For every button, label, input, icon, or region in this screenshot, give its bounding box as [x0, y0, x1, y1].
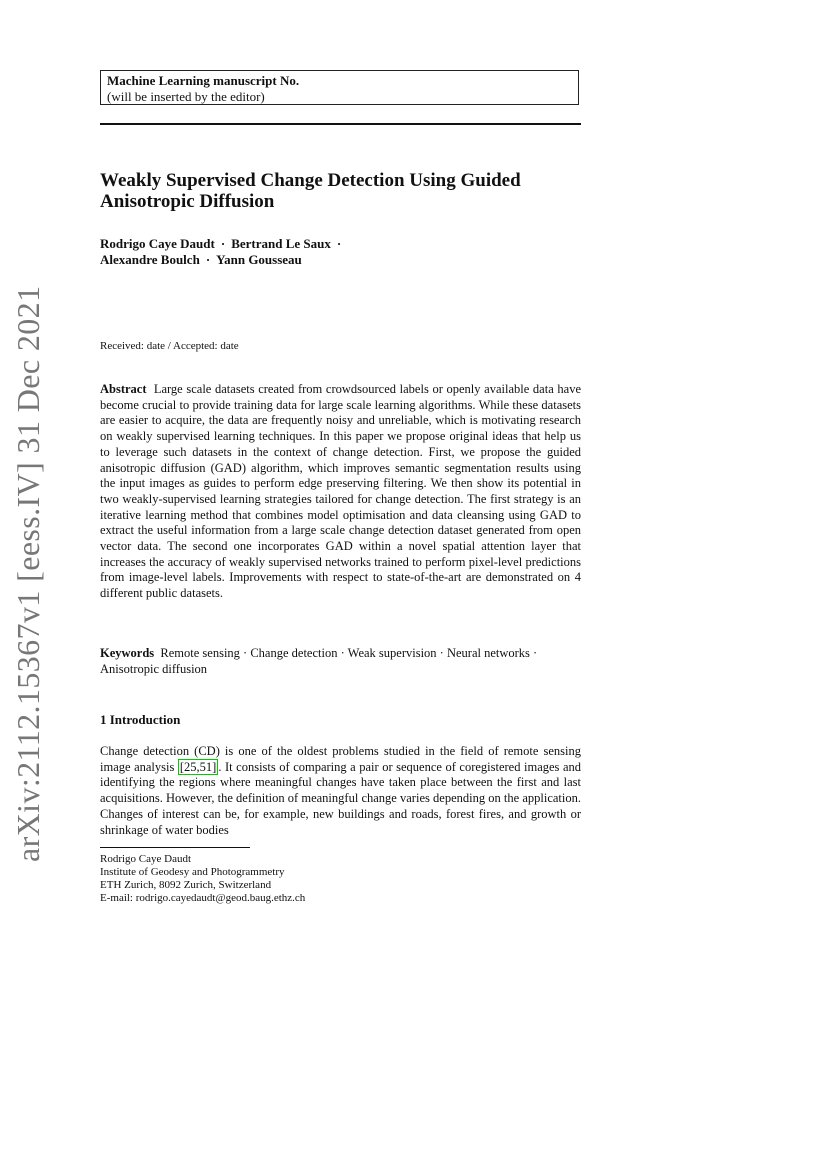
- title-line-1: Weakly Supervised Change Detection Using Guided: [100, 170, 521, 191]
- footnote-rule: [100, 847, 250, 848]
- author-1: Rodrigo Caye Daudt: [100, 236, 215, 251]
- citation-link[interactable]: [25,51]: [179, 759, 217, 774]
- footnote-name: Rodrigo Caye Daudt: [100, 853, 192, 865]
- author-separator: ·: [336, 236, 342, 251]
- author-list: [100, 236, 580, 268]
- abstract-label: Abstract: [100, 382, 147, 396]
- manuscript-header-box: [100, 70, 579, 105]
- citation-51[interactable]: 51: [199, 759, 213, 774]
- footnote-address: ETH Zurich, 8092 Zurich, Switzerland: [100, 879, 272, 891]
- arxiv-stamp: arXiv:2112.15367v1 [eess.IV] 31 Dec 2021: [10, 285, 46, 862]
- abstract-text: Large scale datasets created from crowdsourced labels or openly available data have become crucial to provide training data for large scale learning algorithms. While these datasets are easier to acquire, the data are frequently noisy and unreliable, which is motivating research on weakly supervised learning techniques. In this paper we propose original ideas that help us to leverage such datasets in the context of change detection. First, we propose the guided anisotropic diffusion (GAD) algorithm, which improves semantic segmentation results using the input images as guides to perform edge preserving filtering. We then show its potential in two weakly-supervised learning strategies tailored for change detection. The first strategy is an iterative learning method that combines model optimisation and data cleansing using GAD to extract the useful information from a large scale change detection dataset generated from open vector data. The second one incorporates GAD within a novel spatial attention layer that increases the accuracy of weakly supervised networks trained to perform pixel-level predictions from image-level labels. Improvements with respect to state-of-the-art are demonstrated on 4 different public datasets.: [100, 382, 581, 601]
- editor-note: (will be inserted by the editor): [107, 89, 265, 104]
- author-4: Yann Gousseau: [216, 252, 302, 267]
- abstract: [100, 382, 581, 602]
- received-date: Received: date / Accepted: date: [100, 340, 239, 352]
- author-separator: ·: [220, 236, 226, 251]
- title-line-2: Anisotropic Diffusion: [100, 191, 275, 212]
- author-2: Bertrand Le Saux: [231, 236, 331, 251]
- section-heading: 1 Introduction: [100, 712, 181, 727]
- citation-separator: ,: [196, 759, 200, 774]
- author-3: Alexandre Boulch: [100, 252, 200, 267]
- author-footnote: [100, 853, 305, 905]
- footnote-institute: Institute of Geodesy and Photogrammetry: [100, 866, 285, 878]
- manuscript-line: Machine Learning manuscript No.: [107, 73, 300, 88]
- citation-25[interactable]: 25: [184, 759, 197, 774]
- header-rule: [100, 123, 581, 125]
- intro-text-start: Change detection (CD) is one of the oldest problems studied in the field of remote sensing image analysis: [100, 744, 581, 774]
- keywords: [100, 646, 581, 677]
- intro-text-end: . It consists of comparing a pair or sequence of coregistered images and identifying the regions where meaningful changes have taken place between the first and last acquisitions. However, the definition of meaningful change varies depending on the application. Changes of interest can be, for example, new buildings and roads, forest fires, and growth or shrinkage of water bodies: [100, 759, 581, 837]
- footnote-email: E-mail: rodrigo.cayedaudt@geod.baug.ethz.ch: [100, 892, 306, 904]
- keywords-label: Keywords: [100, 646, 155, 660]
- paper-title: [100, 170, 600, 212]
- author-separator: ·: [205, 252, 211, 267]
- keywords-text: Remote sensing · Change detection · Weak supervision · Neural networks · Anisotropic diffusion: [100, 646, 538, 676]
- introduction-paragraph: [100, 744, 581, 838]
